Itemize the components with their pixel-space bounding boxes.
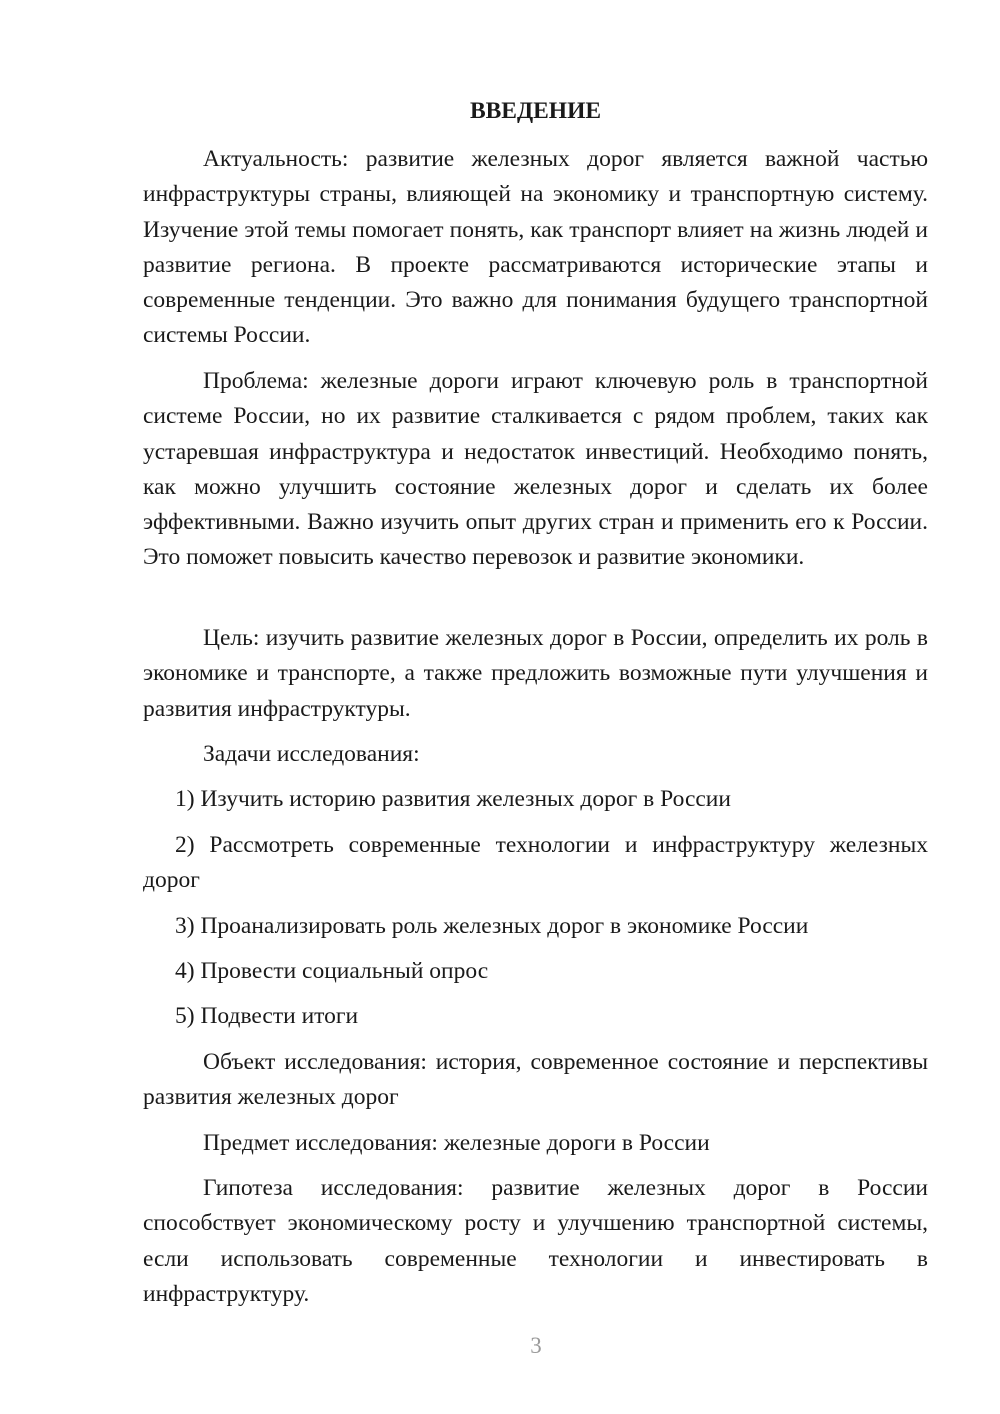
page-number: 3 xyxy=(530,1333,542,1358)
relevance-paragraph: Актуальность: развитие железных дорог является важной частью инфраструктуры страны, влияющей на экономику и транспортную систему. Изучение этой темы помогает понять, как транспорт влияет на жизнь людей и развитие региона. В проекте рассматриваются исторические этапы и современные тенденции. Это важно для понимания будущего транспортной системы России. xyxy=(143,146,928,349)
task-item-1: 1) Изучить историю развития железных дорог в России xyxy=(175,786,731,812)
goal-paragraph: Цель: изучить развитие железных дорог в России, определить их роль в экономике и транспорте, а также предложить возможные пути улучшения и развития инфраструктуры. xyxy=(143,625,928,722)
object-paragraph: Объект исследования: история, современное состояние и перспективы развития железных дорог xyxy=(143,1049,928,1111)
task-item-2: 2) Рассмотреть современные технологии и инфраструктуру железных дорог xyxy=(143,832,928,894)
hypothesis-paragraph: Гипотеза исследования: развитие железных дорог в России способствует экономическому росту и улучшению транспортной системы, если использовать современные технологии и инвестировать в инфраструктуру. xyxy=(143,1175,928,1307)
tasks-heading: Задачи исследования: xyxy=(203,741,420,767)
task-item-5: 5) Подвести итоги xyxy=(175,1003,359,1029)
problem-paragraph: Проблема: железные дороги играют ключевую роль в транспортной системе России, но их развитие сталкивается с рядом проблем, таких как устаревшая инфраструктура и недостаток инвестиций. Необходимо понять, как можно улучшить состояние железных дорог и сделать их более эффективными. Важно изучить опыт других стран и применить его к России. Это поможет повысить качество перевозок и развитие экономики. xyxy=(143,368,928,571)
task-item-4: 4) Провести социальный опрос xyxy=(175,958,489,984)
page-title: ВВЕДЕНИЕ xyxy=(469,98,602,124)
subject-paragraph: Предмет исследования: железные дороги в России xyxy=(203,1130,710,1156)
task-item-3: 3) Проанализировать роль железных дорог в экономике России xyxy=(175,913,809,939)
